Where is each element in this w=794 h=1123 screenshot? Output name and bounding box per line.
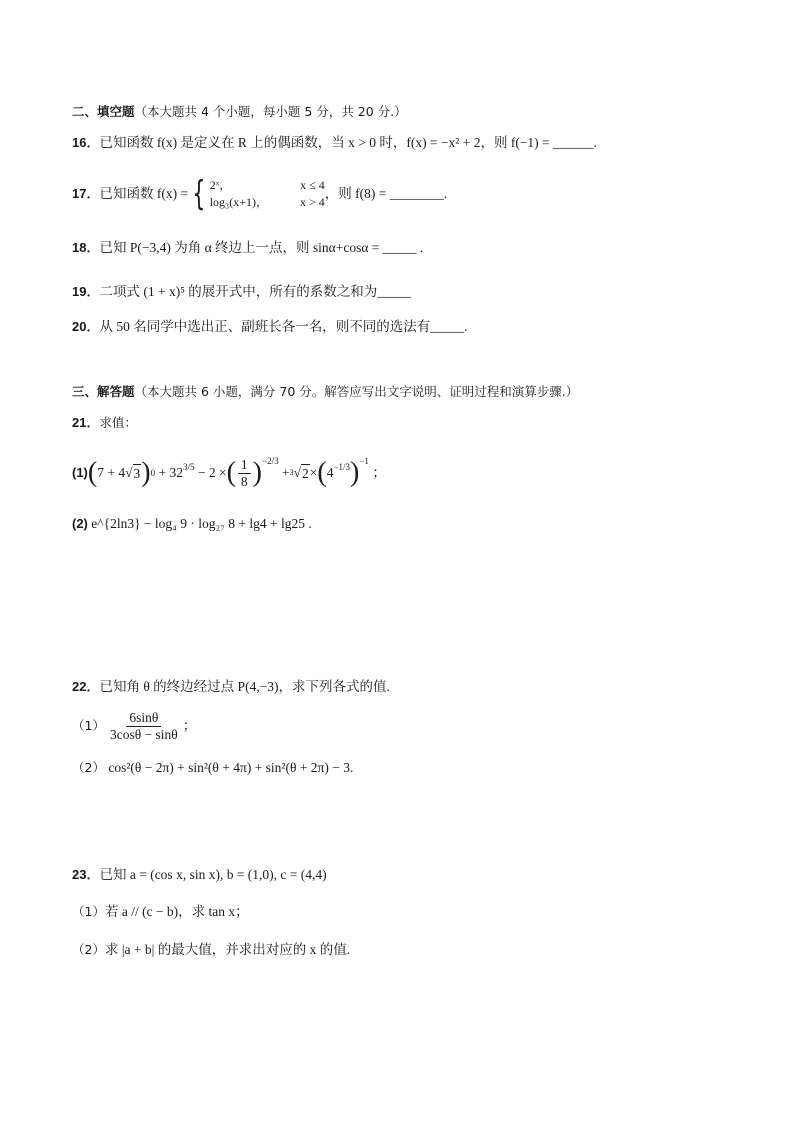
question-text: 求值： (99, 415, 137, 430)
q21-part2-expression: e^{2ln3} − log₄ 9 · log₂₇ 8 + lg4 + lg25 . (91, 516, 312, 531)
question-text: 已知 P(−3,4) 为角 α 终边上一点，则 sinα+cosα = _____ . (99, 240, 424, 255)
question-18 (72, 239, 423, 257)
section3-title: 三、解答题 (72, 384, 135, 399)
question-22 (72, 678, 390, 696)
question-number: 16． (72, 135, 100, 150)
question-17 (72, 172, 447, 216)
question-suffix: ，则 f(8) = ________. (324, 186, 448, 201)
q23-part1 (72, 903, 249, 921)
section2-title: 二、填空题 (72, 104, 135, 119)
question-text: 二项式 (1 + x)⁵ 的展开式中，所有的系数之和为_____ (99, 284, 412, 299)
part-label: （2） (72, 942, 105, 957)
part-label: （1） (72, 718, 105, 733)
section3-heading (72, 383, 578, 401)
section2-desc: （本大题共 4 个小题，每小题 5 分，共 20 分.） (134, 104, 407, 119)
q23-part2-text: 求 |a + b| 的最大值，并求出对应的 x 的值. (104, 942, 351, 957)
case2-expr: log₃(x+1)， (209, 195, 268, 209)
part-label: (1) (72, 465, 88, 480)
question-19 (72, 283, 411, 301)
question-prefix: 已知函数 f(x) = (99, 186, 189, 201)
q22-fraction (107, 710, 181, 743)
q21-part1-expression: ( 7 + 4 √ 3 ) 0 + 32 $^{3/5}$ − 2 × ( $\frac{1}{8}$ ) $^{-2/3}$ + 3 √ 2 × ( 4 $^{-1/3}$ ) $^{-1}$ ； (87, 456, 386, 489)
case1-cond: x ≤ 4 (300, 178, 325, 192)
question-number: 19． (72, 284, 100, 299)
question-text: 从 50 名同学中选出正、副班长各一名，则不同的选法有_____. (99, 319, 468, 334)
q23-part1-text: 若 a // (c − b)，求 tan x； (104, 904, 249, 919)
section2-heading (72, 103, 407, 121)
question-text: 已知函数 f(x) 是定义在 R 上的偶函数，当 x > 0 时，f(x) = −x² + 2，则 f(−1) = ______. (99, 135, 597, 150)
question-23 (72, 866, 327, 884)
case2-cond: x > 4 (299, 195, 325, 209)
section3-desc: （本大题共 6 小题，满分 70 分。解答应写出文字说明、证明过程和演算步骤.） (134, 384, 579, 399)
part-label: (2) (72, 516, 88, 531)
question-number: 18． (72, 240, 100, 255)
q22-part1: （1） $\frac{6\sin\theta}{3\cos\theta - \sin\theta}$ ； (72, 709, 197, 742)
question-text: 已知 a = (cos x, sin x), b = (1,0), c = (4,4) (99, 867, 327, 882)
question-number: 20． (72, 319, 100, 334)
part-label: （2） (72, 760, 105, 775)
question-text: 已知角 θ 的终边经过点 P(4,−3)，求下列各式的值. (99, 679, 390, 694)
question-number: 23． (72, 867, 100, 882)
question-number: 22． (72, 679, 100, 694)
q22-part2 (72, 759, 353, 777)
left-brace-icon: { (192, 174, 206, 214)
question-20 (72, 318, 467, 336)
question-number: 21． (72, 415, 100, 430)
q21-part1 (72, 450, 386, 496)
question-21 (72, 414, 137, 432)
fraction-denominator: 3cosθ − sinθ (109, 726, 178, 742)
q23-part2 (72, 941, 350, 959)
question-16 (72, 134, 597, 152)
part-label: （1） (72, 904, 105, 919)
fraction-numerator: 6sinθ (126, 710, 161, 727)
case1-expr: 2ˣ， (209, 178, 232, 192)
question-number: 17． (72, 186, 100, 201)
q21-part2 (72, 515, 312, 533)
q22-part2-expression: cos²(θ − 2π) + sin²(θ + 4π) + sin²(θ + 2π) − 3. (108, 760, 354, 775)
piecewise-cases (210, 177, 325, 211)
